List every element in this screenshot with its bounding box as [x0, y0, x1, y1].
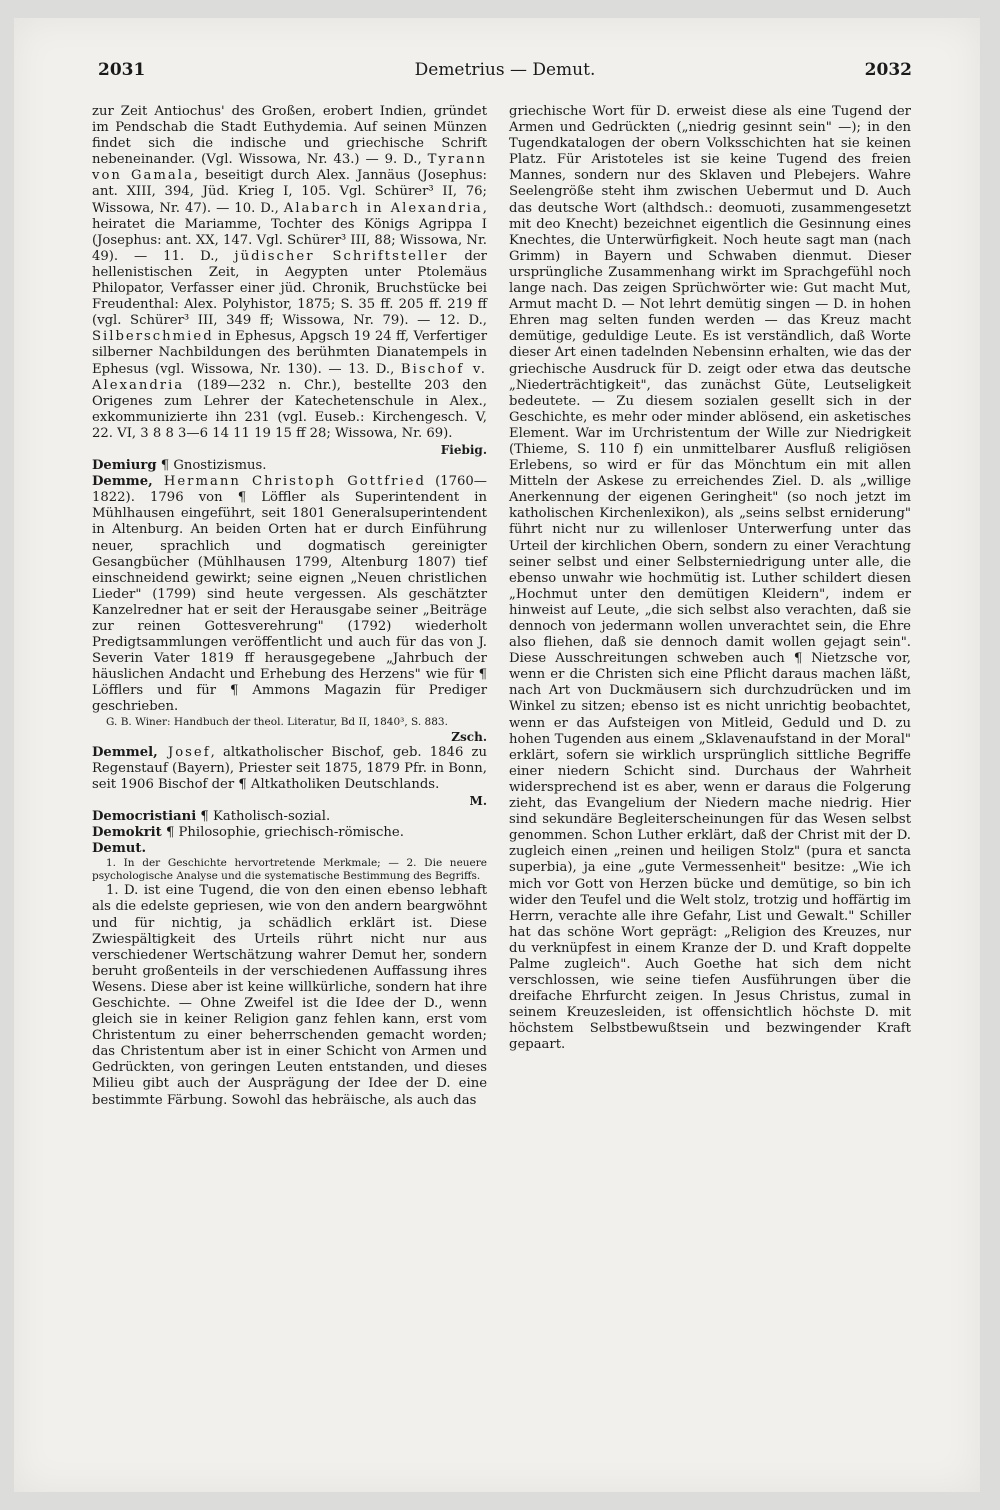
entry-demmel: Demmel, Josef, altkatholischer Bischof, geb. 1846 zu Regenstauf (Bayern), Priester seit 1875, 1879 Pfr. in Bonn, seit 1906 Bischof der ¶ Altkatholiken Deutschlands.: [92, 744, 487, 792]
left-column: [92, 104, 487, 1109]
entry-demiurg: Demiurg ¶ Gnostizismus.: [92, 458, 267, 474]
document-page: [14, 18, 980, 1492]
author-signature-fiebig: Fiebig.: [440, 442, 487, 457]
entry-demut-heading: Demut.: [92, 841, 147, 857]
author-signature-zsch: Zsch.: [451, 729, 487, 744]
demut-outline: 1. In der Geschichte hervortretende Merkmale; — 2. Die neuere psychologische Analyse und die systematische Bestimmung des Begriffs.: [92, 857, 487, 883]
author-signature-m: M.: [469, 793, 487, 808]
page-number-right: 2032: [864, 60, 912, 80]
entry-demme: Demme, Hermann Christoph Gottfried (1760—1822). 1796 von ¶ Löffler als Superintendent in Mühlhausen eingeführt, seit 1801 Generalsuperintendent in Altenburg. An beiden Orten hat er durch Einführung neuer, sprachlich und dogmatisch gereinigter Gesangbücher (Mühlhausen 1799, Altenburg 1807) tief einschneidend gewirkt; seine eignen „Neuen christlichen Lieder" (1799) sind heute vergessen. Als geschätzter Kanzelredner hat er seit der Herausgabe seiner „Beiträge zur reinen Gottesverehrung" (1792) wiederholt Predigtsammlungen veröffentlicht und auch für das von J. Severin Vater 1819 ff herausgegebene „Jahrbuch der häuslichen Andacht und Erhebung des Herzens" wie für ¶ Löfflers und für ¶ Ammons Magazin für Prediger geschrieben.: [92, 474, 487, 715]
page-number-left: 2031: [98, 60, 146, 80]
running-title: Demetrius — Demut.: [414, 60, 596, 80]
entry-democristiani: Democristiani ¶ Katholisch-sozial.: [92, 809, 331, 825]
entry-demokrit: Demokrit ¶ Philosophie, griechisch-römische.: [92, 825, 404, 841]
page-header: [98, 60, 912, 86]
demut-continuation: griechische Wort für D. erweist diese als eine Tugend der Armen und Gedrückten („niedrig gesinnt sein" —); in den Tugendkatalogen der obern Volksschichten hat sie keinen Platz. Für Aristoteles ist sie keine Tugend des freien Mannes, sondern nur des Sklaven und Plebejers. Wahre Seelengröße steht ihm zwischen Uebermut und D. Auch das deutsche Wort (althdsch.: deomuoti, zusammengesetzt mit deo Knecht) bezeichnet eigentlich die Gesinnung eines Knechtes, die Unterwürfigkeit. Noch heute sagt man (nach Grimm) in Bayern und Schwaben dienmut. Dieser ursprüngliche Zusammenhang wirkt im Sprachgefühl noch lange nach. Das zeigen Sprüchwörter wie: Gut macht Mut, Armut macht D. — Not lehrt demütig singen — D. in hohen Ehren mag selten funden werden — das Kreuz macht demütige, geduldige Leute. Es ist verständlich, daß Worte dieser Art einen tadelnden Nebensinn erhalten, wie das der griechische Ausdruck für D. zeigt oder etwa das deutsche „Niederträchtigkeit", das zunächst Güte, Leutseligkeit bedeutete. — Zu diesem sozialen gesellt sich in der Geschichte, es mehr oder minder ablösend, ein asketisches Element. War im Urchristentum der Wille zur Niedrigkeit (Thieme, S. 110 f) ein unmittelbarer Ausfluß religiösen Erlebens, so wird er für das Mönchtum ein mit allen Mitteln der Askese zu erreichendes Ziel. D. als „willige Anerkennung der eigenen Geringheit" (so noch jetzt im katholischen Kirchenlexikon), als „seins selbst erniderung" führt nicht nur zu willenloser Unterwerfung unter das Urteil der kirchlichen Obern, sondern zu einer Verachtung seiner selbst und einer Selbsterniedrigung unter alle, die ebenso unwahr wie hochmütig ist. Luther schildert diesen „Hochmut unter den demütigen Kleidern", indem er hinweist auf Leute, „die sich selbst also verachten, daß sie dennoch von jedermann wollen unverachtet sein, die Ehre also fliehen, daß sie dennoch damit wollen gejagt sein". Diese Ausschreitungen schweben auch ¶ Nietzsche vor, wenn er die Christen sich eine Pflicht daraus machen läßt, nach Art von Duckmäusern sich durchzudrücken und im Winkel zu sitzen; ebenso ist es nicht unrichtig beobachtet, wenn er das Aufsteigen von Mitleid, Geduld und D. zu hohen Tugenden aus einem „Sklavenaufstand in der Moral" erklärt, sofern sie wirklich ursprünglich sittliche Begriffe einer niedern Schicht sind. Durchaus der Wahrheit widersprechend ist es aber, wenn er daraus die Folgerung zieht, das Evangelium der Niedern mache niedrig. Hier sind sekundäre Begleiterscheinungen für das Wesen selbst genommen. Schon Luther erklärt, daß der Christ mit der D. zugleich einen „reinen und heiligen Stolz" (pura et sancta superbia), ja eine „gute Vermessenheit" besitze: „Wie ich mich vor Gott von Herzen bücke und demütige, so bin ich wider den Teufel und die Welt stolz, trotzig und hoffärtig im Herrn, verachte alle ihre Gefahr, List und Gewalt." Schiller hat das schöne Wort geprägt: „Religion des Kreuzes, nur du verknüpfest in einem Kranze der D. und Kraft doppelte Palme zugleich". Auch Goethe hat sich dem nicht verschlossen, wie seine tiefen Ausführungen über die dreifache Ehrfurcht zeigen. In Jesus Christus, zumal in seinem Kreuzesleiden, ist offensichtlich höchste D. mit höchstem Selbstbewußtsein und bezwingender Kraft gepaart.: [509, 104, 911, 1053]
demme-literature: G. B. Winer: Handbuch der theol. Literatur, Bd II, 1840³, S. 883.: [106, 715, 448, 728]
right-column: [509, 104, 911, 1054]
demut-section-1: 1. D. ist eine Tugend, die von den einen ebenso lebhaft als die edelste gepriesen, wie von den andern beargwöhnt und für nichtig, ja schädlich erklärt ist. Diese Zwiespältigkeit des Urteils rührt nicht nur aus verschiedener Wertschätzung wahrer Demut her, sondern beruht großenteils in der verschiedenen Auffassung ihres Wesens. Diese aber ist keine willkürliche, sondern hat ihre Geschichte. — Ohne Zweifel ist die Idee der D., wenn gleich sie in keiner Religion ganz fehlen kann, erst vom Christentum zu einer beherrschenden gemacht worden; das Christentum aber ist in einer Schicht von Armen und Gedrückten, von geringen Leuten entstanden, und dieses Milieu gibt auch der Ausprägung der Idee der D. eine bestimmte Färbung. Sowohl das hebräische, als auch das: [92, 883, 487, 1108]
demetrius-continuation: zur Zeit Antiochus' des Großen, erobert Indien, gründet im Pendschab die Stadt Euthydemia. Auf seinen Münzen findet sich die indische und griechische Schrift nebeneinander. (Vgl. Wissowa, Nr. 43.) — 9. D., Tyrann von Gamala, beseitigt durch Alex. Jannäus (Josephus: ant. XIII, 394, Jüd. Krieg I, 105. Vgl. Schürer³ II, 76; Wissowa, Nr. 47). — 10. D., Alabarch in Alexandria, heiratet die Mariamme, Tochter des Königs Agrippa I (Josephus: ant. XX, 147. Vgl. Schürer³ III, 88; Wissowa, Nr. 49). — 11. D., jüdischer Schriftsteller der hellenistischen Zeit, in Aegypten unter Ptolemäus Philopator, Verfasser einer jüd. Chronik, Bruchstücke bei Freudenthal: Alex. Polyhistor, 1875; S. 35 ff. 205 ff. 219 ff (vgl. Schürer³ III, 349 ff; Wissowa, Nr. 79). — 12. D., Silberschmied in Ephesus, Apgsch 19 24 ff, Verfertiger silberner Nachbildungen des berühmten Dianatempels in Ephesus (vgl. Wissowa, Nr. 130). — 13. D., Bischof v. Alexandria (189—232 n. Chr.), bestellte 203 den Origenes zum Lehrer der Katechetenschule in Alex., exkommunizierte ihn 231 (vgl. Euseb.: Kirchengesch. V, 22. VI, 3 8 8 3—6 14 11 19 15 ff 28; Wissowa, Nr. 69).: [92, 104, 487, 441]
